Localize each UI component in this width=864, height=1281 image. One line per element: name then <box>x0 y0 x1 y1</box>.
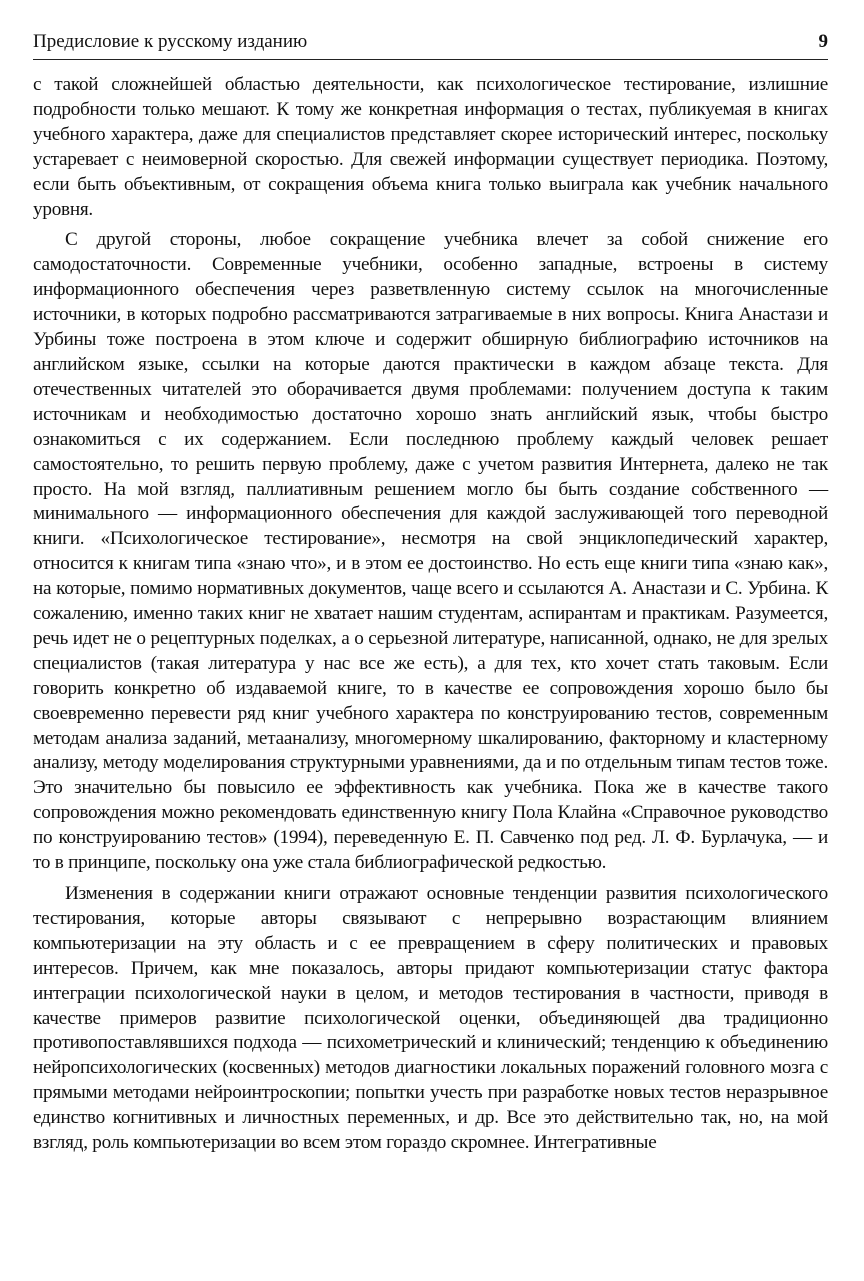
running-header <box>33 30 828 60</box>
paragraph-1: с такой сложнейшей областью деятельности, как психологическое тестирование, излишние подробности только мешают. К тому же конкретная информация о тестах, публикуемая в книгах учебного характера, даже для специалистов представляет скорее исторический интерес, поскольку устаревает с неимоверной скоростью. Для свежей информации существует периодика. Поэтому, если быть объективным, от сокращения объема книга только выиграла как учебник начального уровня. <box>33 74 828 220</box>
page-number: 9 <box>818 31 828 52</box>
chapter-title: Предисловие к русскому изданию <box>33 31 308 52</box>
paragraph-2: С другой стороны, любое сокращение учебника влечет за собой снижение его самодостаточности. Современные учебники, особенно западные, встроены в систему информационного обеспечения через разветвленную систему ссылок на многочисленные источники, в которых подробно рассматриваются затрагиваемые в них вопросы. Книга Анастази и Урбины тоже построена в этом ключе и содержит обширную библиографию источников на английском языке, ссылки на которые даются практически в каждом абзаце текста. Для отечественных читателей это оборачивается двумя проблемами: получением доступа к таким источникам и необходимостью достаточно хорошо знать английский язык, чтобы быстро ознакомиться с их содержанием. Если последнюю проблему каждый человек решает самостоятельно, то решить первую проблему, даже с учетом развития Интернета, далеко не так просто. На мой взгляд, паллиативным решением могло бы быть создание собственного — минимального — информационного обеспечения для каждой заслуживающей того переводной книги. «Психологическое тестирование», несмотря на свой энциклопедический характер, относится к книгам типа «знаю что», и в этом ее достоинство. Но есть еще книги типа «знаю как», на которые, помимо нормативных документов, чаще всего и ссылаются А. Анастази и С. Урбина. К сожалению, именно таких книг не хватает нашим студентам, аспирантам и практикам. Разумеется, речь идет не о рецептурных поделках, а о серьезной литературе, написанной, однако, не для зрелых специалистов (такая литература у нас все же есть), а для тех, кто хочет стать таковым. Если говорить конкретно об издаваемой книге, то в качестве ее сопровождения хорошо было бы своевременно перевести ряд книг учебного характера по конструированию тестов, современным методам анализа заданий, метаанализу, многомерному шкалированию, факторному и кластерному анализу, методу моделирования структурными уравнениями, да и по отдельным типам тестов тоже. Это значительно бы повысило ее эффективность как учебника. Пока же в качестве такого сопровождения можно рекомендовать единственную книгу Пола Клайна «Справочное руководство по конструированию тестов» (1994), переведенную Е. П. Савченко под ред. Л. Ф. Бурлачука, — и то в принципе, поскольку она уже стала библиографической редкостью. <box>33 229 828 874</box>
book-page <box>33 30 828 1156</box>
paragraph-3: Изменения в содержании книги отражают основные тенденции развития психологического тестирования, которые авторы связывают с непрерывно возрастающим влиянием компьютеризации на эту область и с ее превращением в сферу политических и правовых интересов. Причем, как мне показалось, авторы придают компьютеризации статус фактора интеграции психологической науки в целом, и методов тестирования в частности, приводя в качестве примеров развитие психологической оценки, объединяющей два традиционно противопоставлявшихся подхода — психометрический и клинический; тенденцию к объединению нейропсихологических (косвенных) методов диагностики локальных поражений головного мозга с прямыми методами нейроинтроскопии; попытки учесть при разработке новых тестов неразрывное единство когнитивных и личностных переменных, и др. Все это действительно так, но, на мой взгляд, роль компьютеризации во всем этом гораздо скромнее. Интегративные <box>33 883 828 1154</box>
body-text <box>33 73 828 1156</box>
